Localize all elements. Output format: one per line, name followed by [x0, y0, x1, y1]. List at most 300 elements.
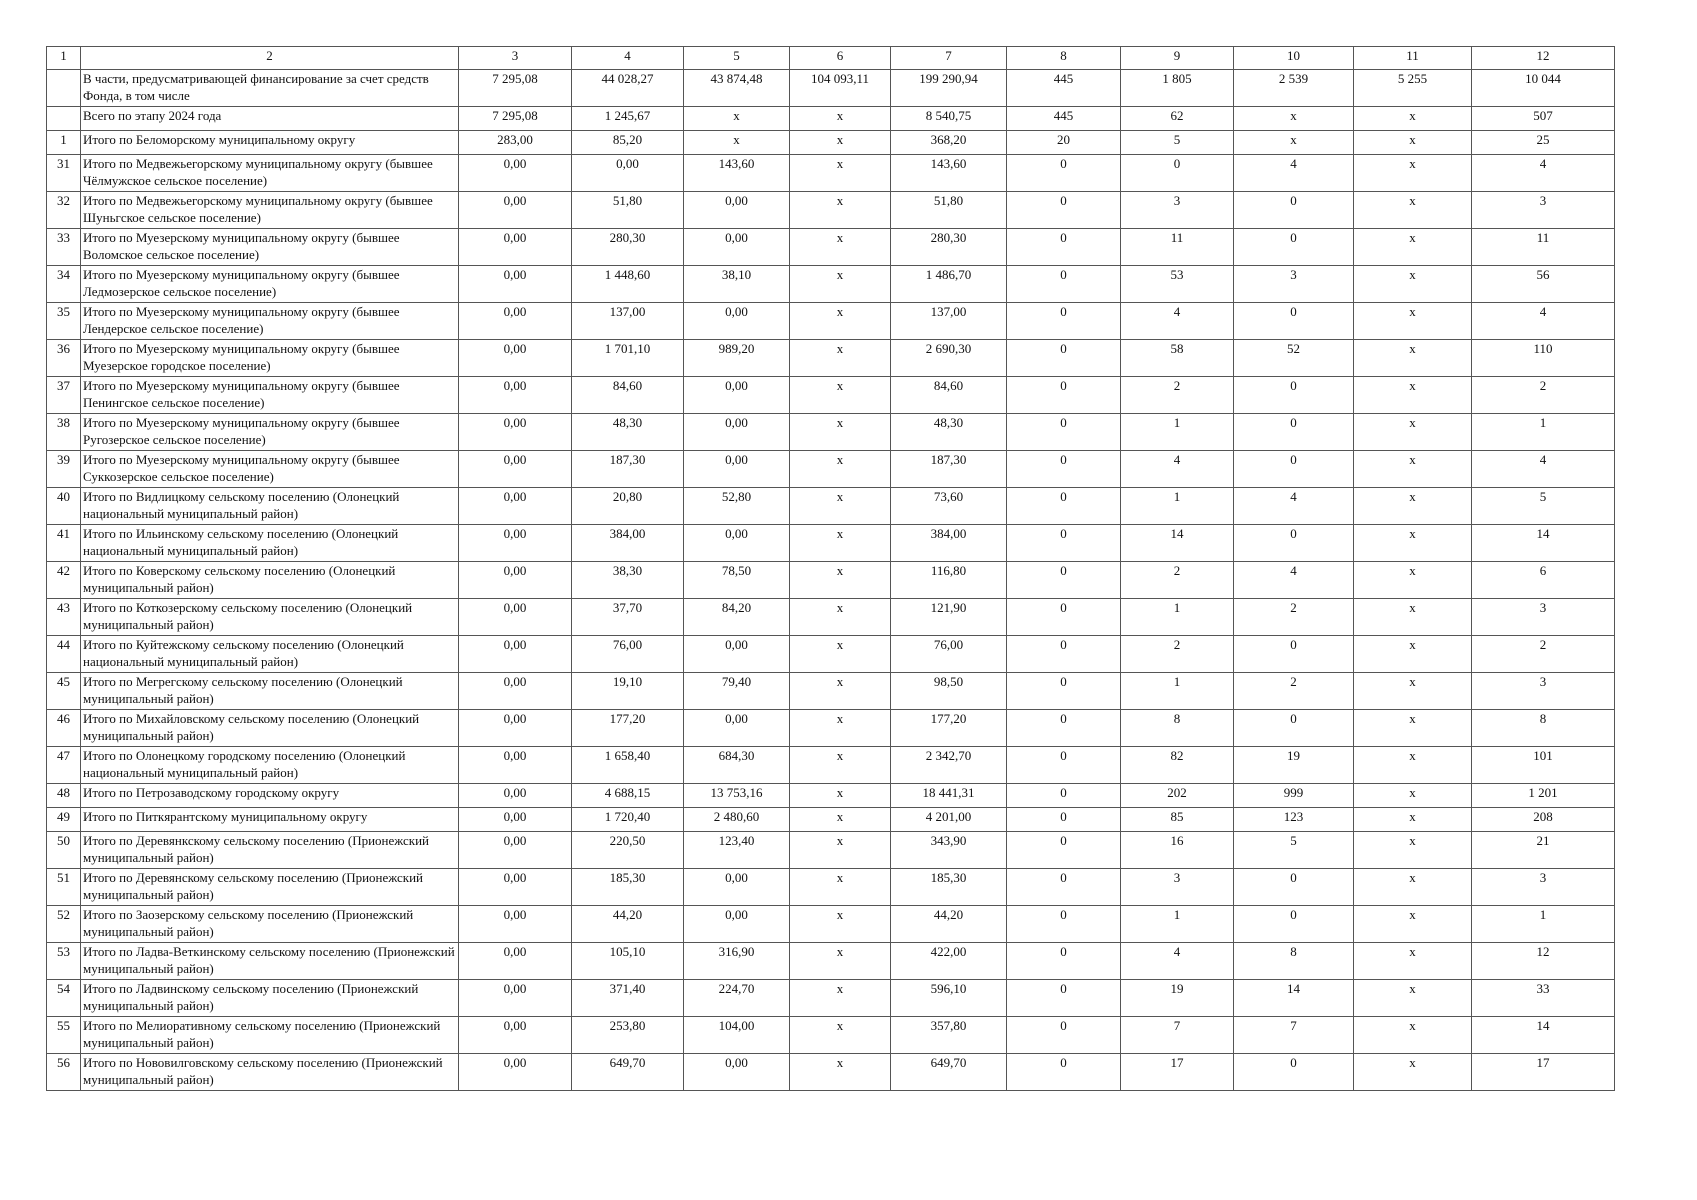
col11-cell: x — [1354, 229, 1472, 266]
col9-cell: 2 — [1121, 562, 1234, 599]
col7-cell: 137,00 — [891, 303, 1007, 340]
col5-cell: 0,00 — [684, 451, 790, 488]
col12-cell: 3 — [1472, 673, 1615, 710]
col9-cell: 3 — [1121, 192, 1234, 229]
col5-cell: 104,00 — [684, 1017, 790, 1054]
row-name-cell: Итого по Медвежьегорскому муниципальному округу (бывшее Чёлмужское сельское поселение) — [81, 155, 459, 192]
col3-cell: 0,00 — [459, 636, 572, 673]
col11-cell: x — [1354, 599, 1472, 636]
col5-cell: 78,50 — [684, 562, 790, 599]
table-row — [47, 1054, 1615, 1091]
col5-cell: 0,00 — [684, 1054, 790, 1091]
col10-cell: 0 — [1234, 414, 1354, 451]
col8-cell: 0 — [1007, 525, 1121, 562]
col12-cell: 3 — [1472, 869, 1615, 906]
col10-cell: x — [1234, 131, 1354, 155]
col10-cell: 8 — [1234, 943, 1354, 980]
col11-cell: x — [1354, 414, 1472, 451]
col11-cell: x — [1354, 155, 1472, 192]
col11-cell: x — [1354, 832, 1472, 869]
document-page — [46, 46, 1614, 1091]
table-row — [47, 747, 1615, 784]
row-number-cell: 54 — [47, 980, 81, 1017]
col12-cell: 2 — [1472, 377, 1615, 414]
col10-cell: 0 — [1234, 710, 1354, 747]
col12-cell: 8 — [1472, 710, 1615, 747]
col10-cell: x — [1234, 107, 1354, 131]
col6-cell: x — [790, 808, 891, 832]
col5-cell: 316,90 — [684, 943, 790, 980]
col3-cell: 0,00 — [459, 340, 572, 377]
col3-cell: 0,00 — [459, 266, 572, 303]
row-number-cell: 34 — [47, 266, 81, 303]
table-row — [47, 192, 1615, 229]
col10-cell: 4 — [1234, 562, 1354, 599]
table-row — [47, 808, 1615, 832]
row-name-cell: Итого по Мелиоративному сельскому поселению (Прионежский муниципальный район) — [81, 1017, 459, 1054]
row-name-cell: Итого по Мегрегскому сельскому поселению (Олонецкий муниципальный район) — [81, 673, 459, 710]
col10-cell: 2 539 — [1234, 70, 1354, 107]
col4-cell: 37,70 — [572, 599, 684, 636]
col5-cell: 43 874,48 — [684, 70, 790, 107]
column-number: 4 — [572, 47, 684, 70]
col3-cell: 0,00 — [459, 808, 572, 832]
col8-cell: 0 — [1007, 869, 1121, 906]
col5-cell: 0,00 — [684, 869, 790, 906]
col7-cell: 280,30 — [891, 229, 1007, 266]
col11-cell: x — [1354, 131, 1472, 155]
col9-cell: 4 — [1121, 451, 1234, 488]
row-number-cell: 32 — [47, 192, 81, 229]
row-number-cell: 42 — [47, 562, 81, 599]
col8-cell: 0 — [1007, 451, 1121, 488]
col4-cell: 187,30 — [572, 451, 684, 488]
col9-cell: 1 — [1121, 488, 1234, 525]
col10-cell: 7 — [1234, 1017, 1354, 1054]
col10-cell: 0 — [1234, 229, 1354, 266]
column-number: 1 — [47, 47, 81, 70]
col12-cell: 10 044 — [1472, 70, 1615, 107]
table-body — [47, 47, 1615, 1091]
col6-cell: x — [790, 266, 891, 303]
row-number-cell: 37 — [47, 377, 81, 414]
table-row — [47, 229, 1615, 266]
col7-cell: 84,60 — [891, 377, 1007, 414]
row-number-cell: 55 — [47, 1017, 81, 1054]
column-number: 2 — [81, 47, 459, 70]
row-number-cell: 48 — [47, 784, 81, 808]
col6-cell: x — [790, 832, 891, 869]
col7-cell: 368,20 — [891, 131, 1007, 155]
col11-cell: x — [1354, 943, 1472, 980]
col10-cell: 19 — [1234, 747, 1354, 784]
col5-cell: 123,40 — [684, 832, 790, 869]
row-number-cell: 31 — [47, 155, 81, 192]
column-number: 12 — [1472, 47, 1615, 70]
col11-cell: x — [1354, 192, 1472, 229]
col5-cell: 0,00 — [684, 710, 790, 747]
row-number-cell: 47 — [47, 747, 81, 784]
row-number-cell: 36 — [47, 340, 81, 377]
col4-cell: 44,20 — [572, 906, 684, 943]
col12-cell: 14 — [1472, 1017, 1615, 1054]
col6-cell: x — [790, 943, 891, 980]
col12-cell: 56 — [1472, 266, 1615, 303]
col3-cell: 0,00 — [459, 488, 572, 525]
col6-cell: x — [790, 747, 891, 784]
col10-cell: 5 — [1234, 832, 1354, 869]
col12-cell: 4 — [1472, 155, 1615, 192]
col4-cell: 371,40 — [572, 980, 684, 1017]
col6-cell: x — [790, 192, 891, 229]
col12-cell: 3 — [1472, 192, 1615, 229]
column-number-row — [47, 47, 1615, 70]
col8-cell: 0 — [1007, 943, 1121, 980]
col4-cell: 48,30 — [572, 414, 684, 451]
col5-cell: 0,00 — [684, 377, 790, 414]
col6-cell: x — [790, 710, 891, 747]
col9-cell: 7 — [1121, 1017, 1234, 1054]
col3-cell: 0,00 — [459, 303, 572, 340]
column-number: 7 — [891, 47, 1007, 70]
col11-cell: x — [1354, 303, 1472, 340]
col9-cell: 1 805 — [1121, 70, 1234, 107]
table-row — [47, 943, 1615, 980]
col8-cell: 0 — [1007, 414, 1121, 451]
col7-cell: 343,90 — [891, 832, 1007, 869]
row-name-cell: Итого по Ильинскому сельскому поселению (Олонецкий национальный муниципальный район) — [81, 525, 459, 562]
col9-cell: 17 — [1121, 1054, 1234, 1091]
col7-cell: 177,20 — [891, 710, 1007, 747]
col6-cell: x — [790, 673, 891, 710]
table-row — [47, 562, 1615, 599]
col4-cell: 0,00 — [572, 155, 684, 192]
col10-cell: 123 — [1234, 808, 1354, 832]
col6-cell: x — [790, 784, 891, 808]
col3-cell: 0,00 — [459, 414, 572, 451]
col7-cell: 44,20 — [891, 906, 1007, 943]
col11-cell: x — [1354, 808, 1472, 832]
col6-cell: x — [790, 414, 891, 451]
col9-cell: 4 — [1121, 303, 1234, 340]
col7-cell: 384,00 — [891, 525, 1007, 562]
col9-cell: 4 — [1121, 943, 1234, 980]
col3-cell: 0,00 — [459, 673, 572, 710]
row-name-cell: Итого по Ладва-Веткинскому сельскому поселению (Прионежский муниципальный район) — [81, 943, 459, 980]
col3-cell: 0,00 — [459, 980, 572, 1017]
col3-cell: 0,00 — [459, 229, 572, 266]
col8-cell: 0 — [1007, 710, 1121, 747]
col7-cell: 187,30 — [891, 451, 1007, 488]
col3-cell: 0,00 — [459, 562, 572, 599]
col6-cell: x — [790, 980, 891, 1017]
row-name-cell: Итого по Беломорскому муниципальному округу — [81, 131, 459, 155]
col11-cell: x — [1354, 710, 1472, 747]
col3-cell: 0,00 — [459, 1017, 572, 1054]
col12-cell: 507 — [1472, 107, 1615, 131]
col4-cell: 384,00 — [572, 525, 684, 562]
row-name-cell: Итого по Куйтежскому сельскому поселению (Олонецкий национальный муниципальный район) — [81, 636, 459, 673]
col12-cell: 4 — [1472, 451, 1615, 488]
col5-cell: 38,10 — [684, 266, 790, 303]
col11-cell: x — [1354, 1054, 1472, 1091]
col4-cell: 649,70 — [572, 1054, 684, 1091]
table-row — [47, 980, 1615, 1017]
col11-cell: x — [1354, 266, 1472, 303]
row-name-cell: Итого по Олонецкому городскому поселению (Олонецкий национальный муниципальный район) — [81, 747, 459, 784]
data-table — [46, 46, 1615, 1091]
col4-cell: 1 448,60 — [572, 266, 684, 303]
col3-cell: 283,00 — [459, 131, 572, 155]
col12-cell: 14 — [1472, 525, 1615, 562]
col12-cell: 1 201 — [1472, 784, 1615, 808]
col8-cell: 0 — [1007, 1054, 1121, 1091]
col3-cell: 0,00 — [459, 832, 572, 869]
col7-cell: 98,50 — [891, 673, 1007, 710]
col9-cell: 202 — [1121, 784, 1234, 808]
col11-cell: x — [1354, 1017, 1472, 1054]
row-number-cell: 52 — [47, 906, 81, 943]
col9-cell: 53 — [1121, 266, 1234, 303]
col12-cell: 1 — [1472, 906, 1615, 943]
row-name-cell: Итого по Деревянскому сельскому поселению (Прионежский муниципальный район) — [81, 869, 459, 906]
col5-cell: 0,00 — [684, 414, 790, 451]
col12-cell: 6 — [1472, 562, 1615, 599]
col6-cell: x — [790, 488, 891, 525]
table-row — [47, 266, 1615, 303]
column-number: 5 — [684, 47, 790, 70]
col8-cell: 0 — [1007, 488, 1121, 525]
row-number-cell: 41 — [47, 525, 81, 562]
row-number-cell — [47, 70, 81, 107]
col7-cell: 48,30 — [891, 414, 1007, 451]
row-number-cell: 51 — [47, 869, 81, 906]
row-name-cell: Итого по Деревянкскому сельскому поселению (Прионежский муниципальный район) — [81, 832, 459, 869]
col3-cell: 0,00 — [459, 377, 572, 414]
col4-cell: 253,80 — [572, 1017, 684, 1054]
col5-cell: 0,00 — [684, 303, 790, 340]
col12-cell: 11 — [1472, 229, 1615, 266]
col5-cell: 79,40 — [684, 673, 790, 710]
col7-cell: 2 342,70 — [891, 747, 1007, 784]
col12-cell: 1 — [1472, 414, 1615, 451]
col6-cell: x — [790, 377, 891, 414]
col8-cell: 445 — [1007, 70, 1121, 107]
row-name-cell: Итого по Заозерскому сельскому поселению (Прионежский муниципальный район) — [81, 906, 459, 943]
col9-cell: 0 — [1121, 155, 1234, 192]
col3-cell: 0,00 — [459, 943, 572, 980]
col6-cell: x — [790, 636, 891, 673]
col6-cell: x — [790, 340, 891, 377]
column-number: 8 — [1007, 47, 1121, 70]
col9-cell: 8 — [1121, 710, 1234, 747]
col7-cell: 199 290,94 — [891, 70, 1007, 107]
col11-cell: x — [1354, 636, 1472, 673]
col9-cell: 11 — [1121, 229, 1234, 266]
table-row — [47, 525, 1615, 562]
col9-cell: 2 — [1121, 636, 1234, 673]
column-number: 6 — [790, 47, 891, 70]
col4-cell: 177,20 — [572, 710, 684, 747]
col10-cell: 0 — [1234, 636, 1354, 673]
col5-cell: x — [684, 131, 790, 155]
row-name-cell: Итого по Петрозаводскому городскому округу — [81, 784, 459, 808]
table-row — [47, 488, 1615, 525]
col5-cell: 52,80 — [684, 488, 790, 525]
col8-cell: 0 — [1007, 229, 1121, 266]
col8-cell: 0 — [1007, 673, 1121, 710]
col11-cell: x — [1354, 980, 1472, 1017]
col7-cell: 596,10 — [891, 980, 1007, 1017]
col11-cell: x — [1354, 747, 1472, 784]
col5-cell: 0,00 — [684, 192, 790, 229]
col11-cell: x — [1354, 525, 1472, 562]
col10-cell: 0 — [1234, 377, 1354, 414]
col7-cell: 185,30 — [891, 869, 1007, 906]
col7-cell: 8 540,75 — [891, 107, 1007, 131]
col8-cell: 0 — [1007, 192, 1121, 229]
col4-cell: 20,80 — [572, 488, 684, 525]
col4-cell: 105,10 — [572, 943, 684, 980]
col3-cell: 0,00 — [459, 451, 572, 488]
col3-cell: 0,00 — [459, 1054, 572, 1091]
col8-cell: 0 — [1007, 155, 1121, 192]
col3-cell: 0,00 — [459, 906, 572, 943]
table-row — [47, 710, 1615, 747]
col6-cell: x — [790, 303, 891, 340]
table-row — [47, 1017, 1615, 1054]
col4-cell: 1 245,67 — [572, 107, 684, 131]
col6-cell: x — [790, 599, 891, 636]
col7-cell: 121,90 — [891, 599, 1007, 636]
col7-cell: 2 690,30 — [891, 340, 1007, 377]
col4-cell: 1 658,40 — [572, 747, 684, 784]
col10-cell: 0 — [1234, 451, 1354, 488]
col11-cell: x — [1354, 673, 1472, 710]
table-row — [47, 131, 1615, 155]
col6-cell: x — [790, 1017, 891, 1054]
col5-cell: 684,30 — [684, 747, 790, 784]
col5-cell: 143,60 — [684, 155, 790, 192]
col3-cell: 0,00 — [459, 155, 572, 192]
column-number: 9 — [1121, 47, 1234, 70]
row-name-cell: Итого по Коверскому сельскому поселению (Олонецкий муниципальный район) — [81, 562, 459, 599]
col4-cell: 44 028,27 — [572, 70, 684, 107]
col12-cell: 2 — [1472, 636, 1615, 673]
row-name-cell: Итого по Муезерскому муниципальному округу (бывшее Лендерское сельское поселение) — [81, 303, 459, 340]
col8-cell: 0 — [1007, 599, 1121, 636]
row-number-cell: 49 — [47, 808, 81, 832]
col11-cell: x — [1354, 562, 1472, 599]
col10-cell: 0 — [1234, 1054, 1354, 1091]
table-row — [47, 155, 1615, 192]
col9-cell: 1 — [1121, 599, 1234, 636]
row-name-cell: В части, предусматривающей финансирование за счет средств Фонда, в том числе — [81, 70, 459, 107]
col7-cell: 51,80 — [891, 192, 1007, 229]
col12-cell: 101 — [1472, 747, 1615, 784]
row-name-cell: Всего по этапу 2024 года — [81, 107, 459, 131]
col6-cell: x — [790, 525, 891, 562]
col9-cell: 5 — [1121, 131, 1234, 155]
row-number-cell: 56 — [47, 1054, 81, 1091]
col11-cell: x — [1354, 906, 1472, 943]
col5-cell: 0,00 — [684, 636, 790, 673]
col4-cell: 76,00 — [572, 636, 684, 673]
row-number-cell: 46 — [47, 710, 81, 747]
col4-cell: 4 688,15 — [572, 784, 684, 808]
col7-cell: 422,00 — [891, 943, 1007, 980]
row-number-cell: 50 — [47, 832, 81, 869]
col6-cell: x — [790, 107, 891, 131]
column-number: 11 — [1354, 47, 1472, 70]
col3-cell: 7 295,08 — [459, 107, 572, 131]
table-row — [47, 784, 1615, 808]
table-row — [47, 303, 1615, 340]
col3-cell: 0,00 — [459, 784, 572, 808]
col9-cell: 3 — [1121, 869, 1234, 906]
col3-cell: 7 295,08 — [459, 70, 572, 107]
column-number: 3 — [459, 47, 572, 70]
col4-cell: 51,80 — [572, 192, 684, 229]
col8-cell: 0 — [1007, 980, 1121, 1017]
col8-cell: 0 — [1007, 340, 1121, 377]
col9-cell: 2 — [1121, 377, 1234, 414]
col7-cell: 76,00 — [891, 636, 1007, 673]
col11-cell: x — [1354, 869, 1472, 906]
col4-cell: 220,50 — [572, 832, 684, 869]
col10-cell: 0 — [1234, 906, 1354, 943]
col5-cell: 2 480,60 — [684, 808, 790, 832]
col9-cell: 85 — [1121, 808, 1234, 832]
col4-cell: 85,20 — [572, 131, 684, 155]
col9-cell: 1 — [1121, 414, 1234, 451]
col12-cell: 12 — [1472, 943, 1615, 980]
row-name-cell: Итого по Муезерскому муниципальному округу (бывшее Муезерское городское поселение) — [81, 340, 459, 377]
row-name-cell: Итого по Муезерскому муниципальному округу (бывшее Ругозерское сельское поселение) — [81, 414, 459, 451]
col12-cell: 208 — [1472, 808, 1615, 832]
col10-cell: 3 — [1234, 266, 1354, 303]
col8-cell: 0 — [1007, 832, 1121, 869]
col4-cell: 1 701,10 — [572, 340, 684, 377]
col11-cell: x — [1354, 377, 1472, 414]
col6-cell: x — [790, 131, 891, 155]
col3-cell: 0,00 — [459, 747, 572, 784]
col9-cell: 1 — [1121, 906, 1234, 943]
col4-cell: 19,10 — [572, 673, 684, 710]
col5-cell: 0,00 — [684, 229, 790, 266]
col4-cell: 280,30 — [572, 229, 684, 266]
table-row — [47, 340, 1615, 377]
col12-cell: 25 — [1472, 131, 1615, 155]
col10-cell: 0 — [1234, 869, 1354, 906]
col11-cell: x — [1354, 451, 1472, 488]
col10-cell: 4 — [1234, 155, 1354, 192]
col6-cell: x — [790, 562, 891, 599]
table-row — [47, 377, 1615, 414]
col9-cell: 82 — [1121, 747, 1234, 784]
col6-cell: x — [790, 869, 891, 906]
row-name-cell: Итого по Нововилговскому сельскому поселению (Прионежский муниципальный район) — [81, 1054, 459, 1091]
row-name-cell: Итого по Муезерскому муниципальному округу (бывшее Ледмозерское сельское поселение) — [81, 266, 459, 303]
col5-cell: 989,20 — [684, 340, 790, 377]
col12-cell: 5 — [1472, 488, 1615, 525]
col10-cell: 999 — [1234, 784, 1354, 808]
row-name-cell: Итого по Медвежьегорскому муниципальному округу (бывшее Шуньгское сельское поселение) — [81, 192, 459, 229]
col6-cell: x — [790, 229, 891, 266]
row-name-cell: Итого по Ладвинскому сельскому поселению (Прионежский муниципальный район) — [81, 980, 459, 1017]
table-row — [47, 414, 1615, 451]
row-number-cell: 40 — [47, 488, 81, 525]
